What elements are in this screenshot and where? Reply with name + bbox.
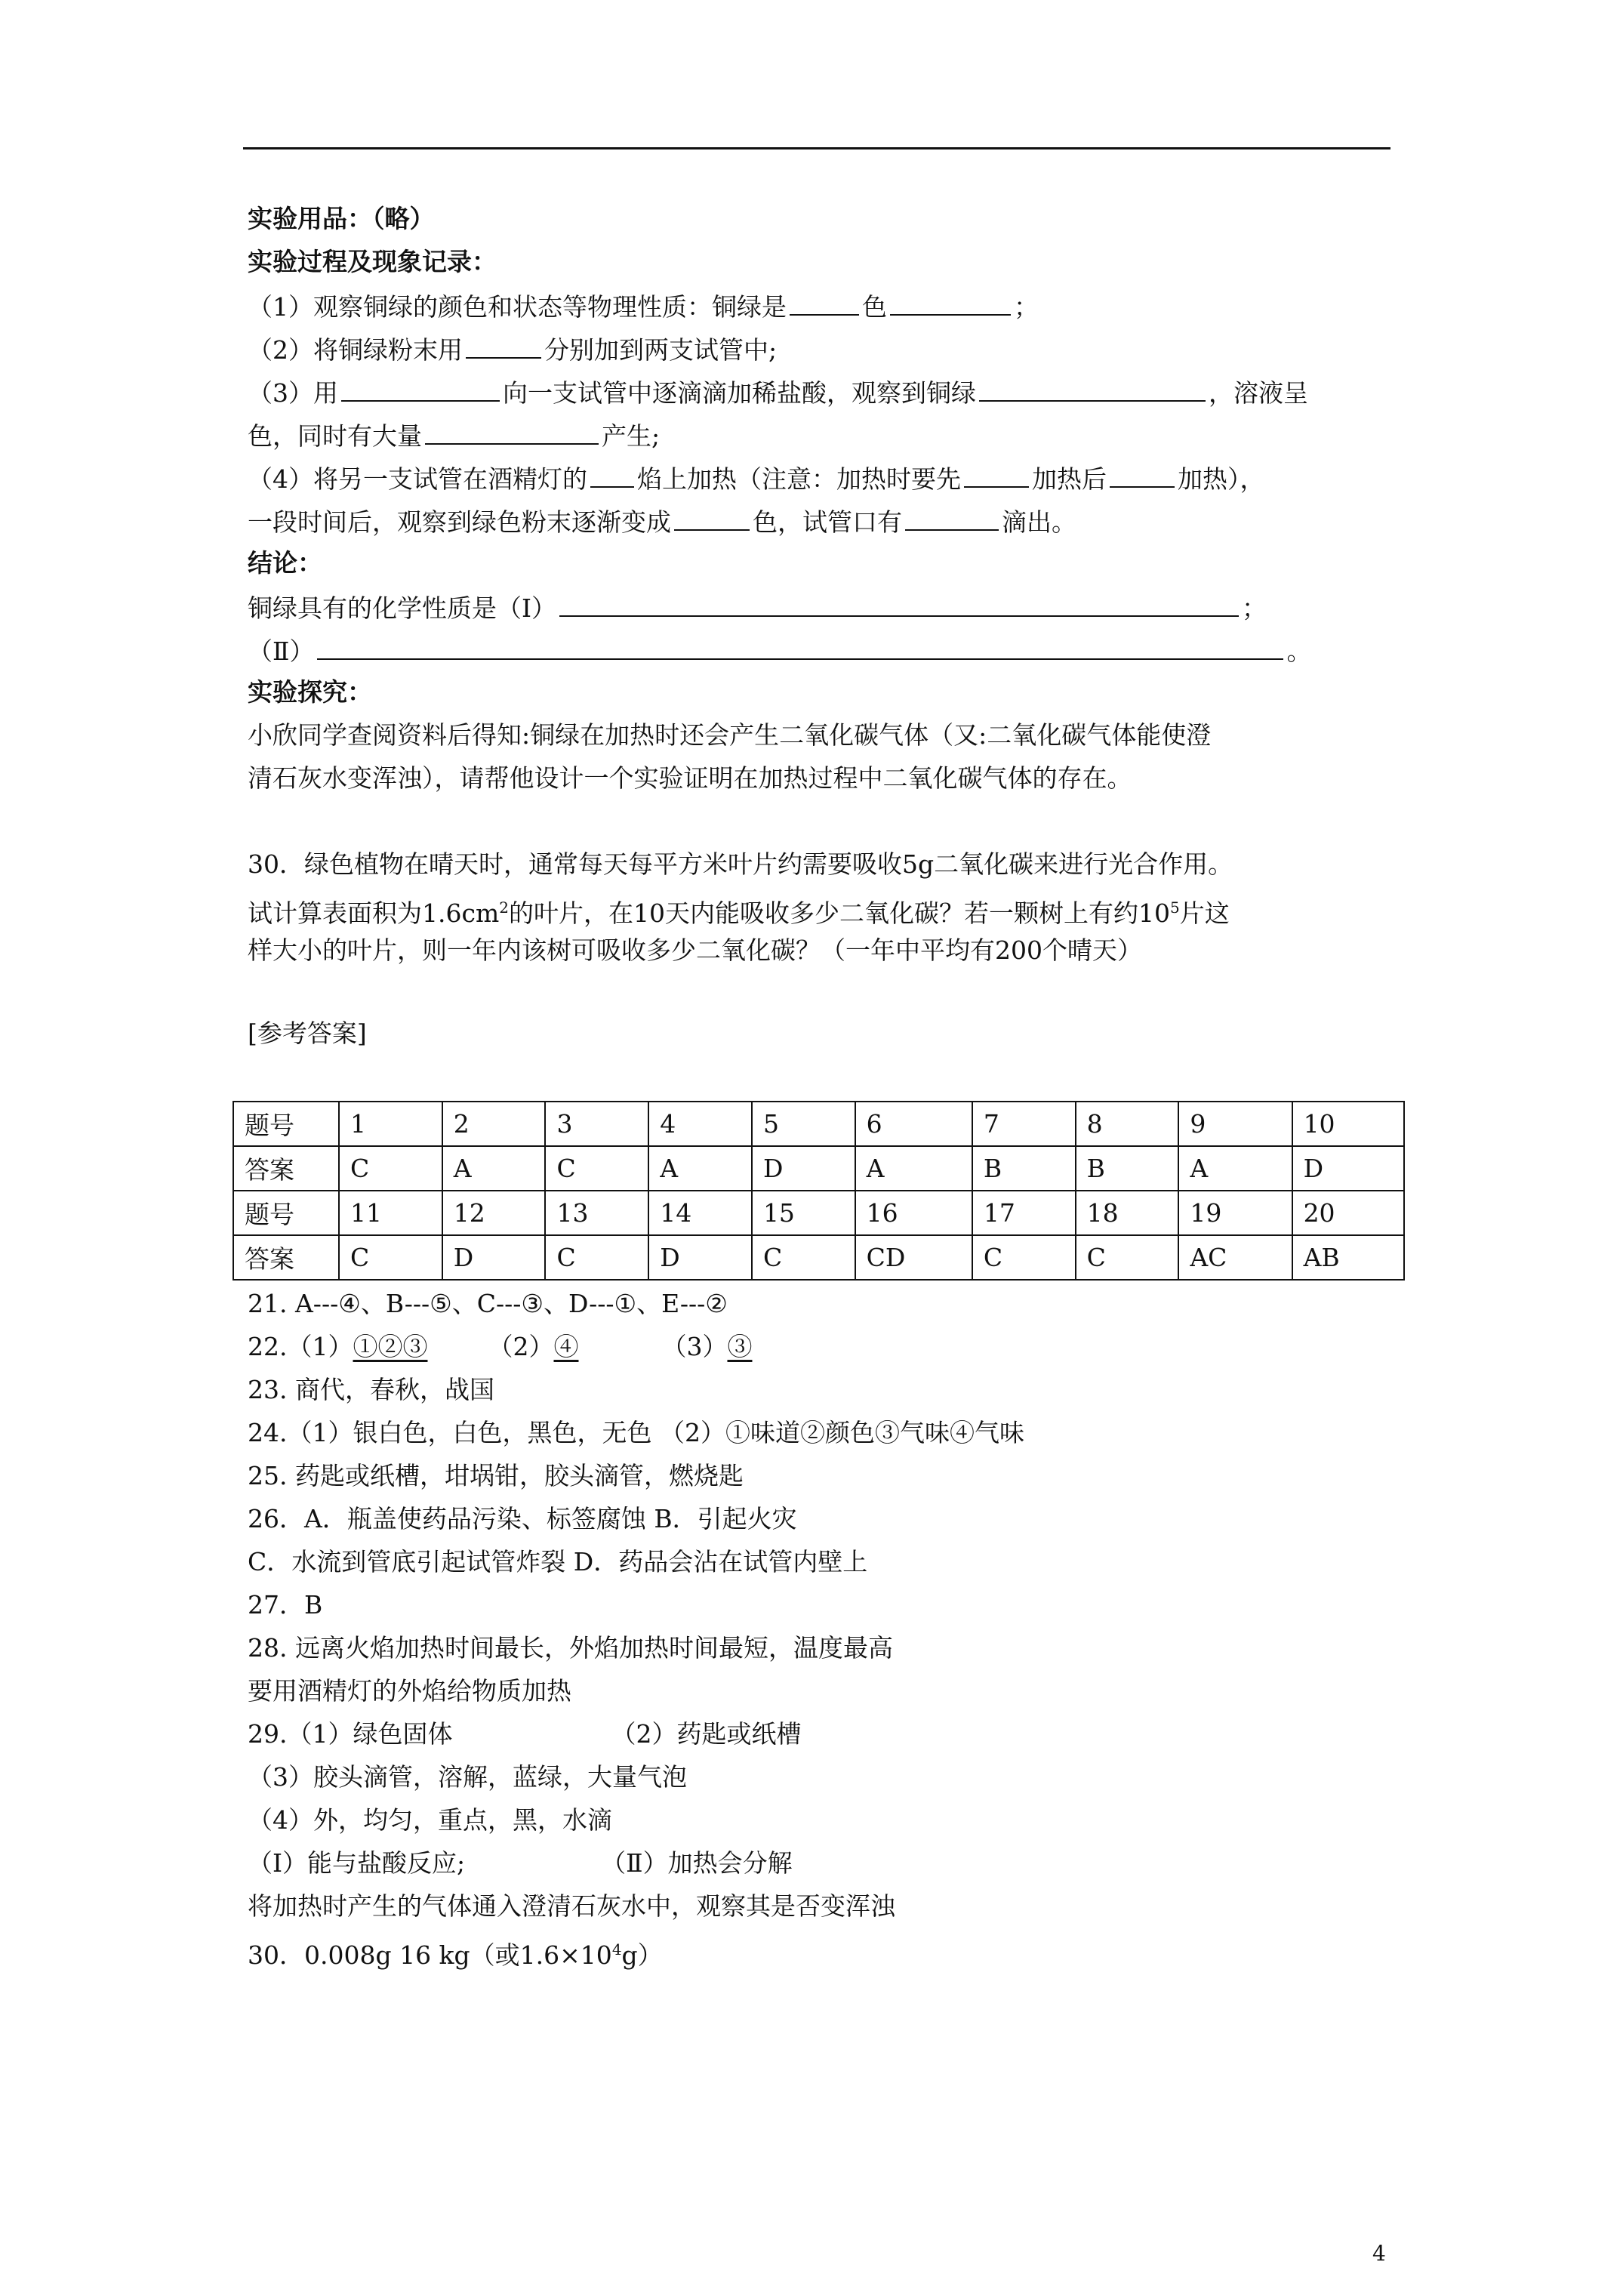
step-4: （4）将另一支试管在酒精灯的 焰上加热（注意：加热时要先 加热后 加热）， xyxy=(248,461,1265,496)
answer-29-line-5: 将加热时产生的气体通入澄清石灰水中，观察其是否变浑浊 xyxy=(248,1891,895,1921)
table-cell: 14 xyxy=(648,1191,752,1235)
table-cell: C xyxy=(545,1235,648,1280)
table-cell: A xyxy=(1178,1146,1292,1191)
table-row-header: 题号 xyxy=(233,1102,339,1146)
header-rule xyxy=(243,147,1390,149)
table-cell: 8 xyxy=(1076,1102,1179,1146)
table-cell: A xyxy=(442,1146,546,1191)
answer-blank xyxy=(964,461,1029,488)
table-cell: D xyxy=(752,1146,855,1191)
answer-blank xyxy=(425,418,599,445)
reference-title: [参考答案] xyxy=(248,1019,367,1048)
answer-29-line-1: 29.（1）绿色固体 （2）药匙或纸槽 xyxy=(248,1719,802,1749)
answer-26-line-2: C．水流到管底引起试管炸裂 D．药品会沾在试管内壁上 xyxy=(248,1547,868,1576)
table-cell: 11 xyxy=(339,1191,442,1235)
table-row xyxy=(233,1191,1404,1235)
table-cell: 12 xyxy=(442,1191,546,1235)
answer-blank xyxy=(979,374,1206,402)
answer-blank xyxy=(559,590,1239,617)
table-cell: C xyxy=(339,1146,442,1191)
step-3: （3）用 向一支试管中逐滴滴加稀盐酸，观察到铜绿 ，溶液呈 xyxy=(248,374,1308,410)
table-cell: C xyxy=(972,1235,1076,1280)
answer-blank xyxy=(317,633,1283,660)
table-cell: 15 xyxy=(752,1191,855,1235)
table-cell: 1 xyxy=(339,1102,442,1146)
table-row xyxy=(233,1146,1404,1191)
table-cell: C xyxy=(752,1235,855,1280)
table-cell: 3 xyxy=(545,1102,648,1146)
answer-22: 22.（1）①②③ （2）④ （3）③ xyxy=(248,1332,753,1361)
answer-blank xyxy=(890,288,1011,316)
table-cell: 6 xyxy=(855,1102,972,1146)
table-cell: 17 xyxy=(972,1191,1076,1235)
process-title: 实验过程及现象记录： xyxy=(248,247,497,276)
table-cell: 10 xyxy=(1292,1102,1404,1146)
table-cell: B xyxy=(972,1146,1076,1191)
table-cell: A xyxy=(855,1146,972,1191)
table-cell: 2 xyxy=(442,1102,546,1146)
table-cell: C xyxy=(545,1146,648,1191)
table-cell: 13 xyxy=(545,1191,648,1235)
table-row-header: 答案 xyxy=(233,1235,339,1280)
table-cell: 4 xyxy=(648,1102,752,1146)
answer-21: 21. A---④、B---⑤、C---③、D---①、E---② xyxy=(248,1289,728,1318)
conclusion-1: 铜绿具有的化学性质是（Ⅰ） ； xyxy=(248,590,1267,625)
answer-25: 25. 药匙或纸槽，坩埚钳，胶头滴管，燃烧匙 xyxy=(248,1461,744,1490)
table-cell: 9 xyxy=(1178,1102,1292,1146)
answer-23: 23. 商代，春秋，战国 xyxy=(248,1375,494,1404)
step-3-cont: 色，同时有大量 产生; xyxy=(248,418,660,453)
table-cell: 16 xyxy=(855,1191,972,1235)
table-row xyxy=(233,1102,1404,1146)
q30-line-2: 试计算表面积为$1.6cm^2$的叶片，在10天内能吸收多少二氧化碳？若一颗树上有约$10^5$片这 xyxy=(248,898,1230,928)
answer-blank xyxy=(590,461,634,488)
conclusion-2: （Ⅱ） 。 xyxy=(248,633,1311,668)
table-cell: D xyxy=(648,1235,752,1280)
explore-line-2: 清石灰水变浑浊），请帮他设计一个实验证明在加热过程中二氧化碳气体的存在。 xyxy=(248,763,1132,793)
table-cell: B xyxy=(1076,1146,1179,1191)
answer-blank xyxy=(790,288,859,316)
table-cell: AB xyxy=(1292,1235,1404,1280)
q30-line-3: 样大小的叶片，则一年内该树可吸收多少二氧化碳？（一年中平均有200个晴天） xyxy=(248,935,1142,965)
table-cell: CD xyxy=(855,1235,972,1280)
answer-blank xyxy=(466,331,541,359)
answer-30: 30．0.008g 16 kg（或$1.6\times 10^4g$） xyxy=(248,1940,663,1970)
table-row-header: 答案 xyxy=(233,1146,339,1191)
step-1: （1）观察铜绿的颜色和状态等物理性质：铜绿是 色 ； xyxy=(248,288,1039,324)
answer-blank xyxy=(674,504,750,531)
step-2: （2）将铜绿粉末用 分别加到两支试管中; xyxy=(248,331,777,367)
answer-27: 27．B xyxy=(248,1590,323,1620)
table-cell: 19 xyxy=(1178,1191,1292,1235)
explore-line-1: 小欣同学查阅资料后得知:铜绿在加热时还会产生二氧化碳气体（又:二氧化碳气体能使澄 xyxy=(248,720,1212,750)
answer-28-line-1: 28. 远离火焰加热时间最长，外焰加热时间最短，温度最高 xyxy=(248,1633,893,1663)
table-row-header: 题号 xyxy=(233,1191,339,1235)
table-cell: C xyxy=(1076,1235,1179,1280)
answer-blank xyxy=(1110,461,1175,488)
table-cell: A xyxy=(648,1146,752,1191)
table-cell: D xyxy=(442,1235,546,1280)
answer-blank xyxy=(341,374,500,402)
explore-title: 实验探究： xyxy=(248,677,372,707)
answer-29-line-2: （3）胶头滴管，溶解，蓝绿，大量气泡 xyxy=(248,1762,687,1792)
answer-24: 24.（1）银白色，白色，黑色，无色 （2）①味道②颜色③气味④气味 xyxy=(248,1418,1024,1447)
table-row xyxy=(233,1235,1404,1280)
answer-table xyxy=(233,1101,1405,1281)
supplies-line: 实验用品：（略） xyxy=(248,204,435,233)
conclusion-title: 结论： xyxy=(248,548,322,578)
table-cell: 5 xyxy=(752,1102,855,1146)
page-number: 4 xyxy=(1372,2241,1386,2266)
q30-line-1: 30．绿色植物在晴天时，通常每天每平方米叶片约需要吸收5g二氧化碳来进行光合作用。 xyxy=(248,849,1233,879)
table-cell: C xyxy=(339,1235,442,1280)
table-cell: 20 xyxy=(1292,1191,1404,1235)
answer-28-line-2: 要用酒精灯的外焰给物质加热 xyxy=(248,1676,571,1706)
table-cell: AC xyxy=(1178,1235,1292,1280)
step-4-cont: 一段时间后，观察到绿色粉末逐渐变成 色，试管口有 滴出。 xyxy=(248,504,1076,539)
table-cell: 7 xyxy=(972,1102,1076,1146)
answer-29-line-3: （4）外，均匀，重点，黑，水滴 xyxy=(248,1805,612,1835)
table-cell: 18 xyxy=(1076,1191,1179,1235)
table-cell: D xyxy=(1292,1146,1404,1191)
answer-blank xyxy=(905,504,999,531)
answer-29-line-4: （Ⅰ）能与盐酸反应; （Ⅱ）加热会分解 xyxy=(248,1848,793,1878)
answer-26-line-1: 26．A．瓶盖使药品污染、标签腐蚀 B．引起火灾 xyxy=(248,1504,797,1533)
